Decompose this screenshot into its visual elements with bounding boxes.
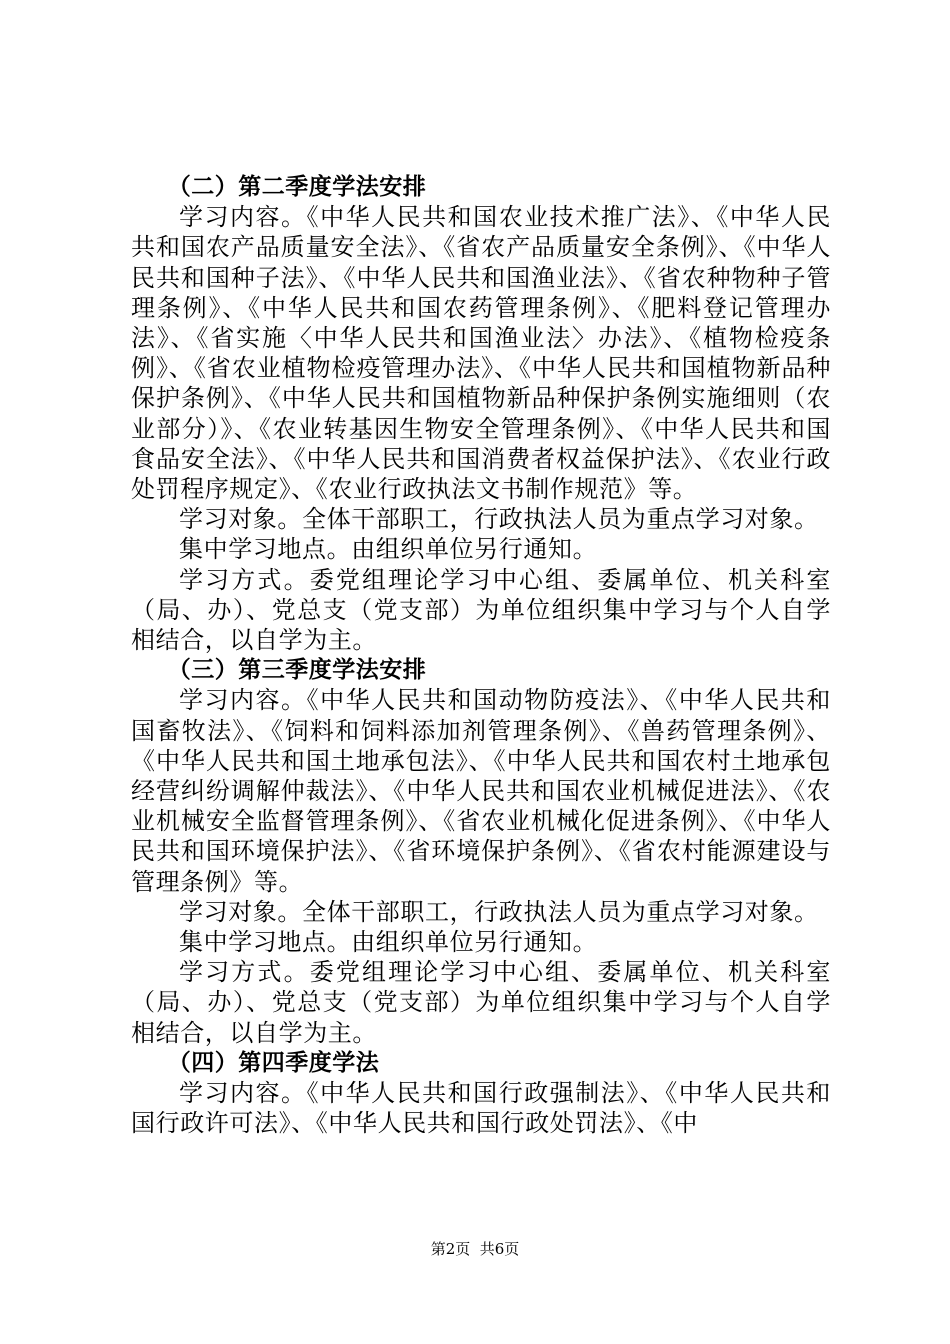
page-number-label: 第2页 共6页 xyxy=(430,1240,520,1258)
q2-study-method: 学习方式。委党组理论学习中心组、委属单位、机关科室（局、办）、党总支（党支部）为单位组织集中学习与个人自学相结合，以自学为主。 xyxy=(131,565,831,655)
q2-study-audience: 学习对象。全体干部职工，行政执法人员为重点学习对象。 xyxy=(179,505,819,534)
q3-study-audience: 学习对象。全体干部职工，行政执法人员为重点学习对象。 xyxy=(179,897,819,926)
document-body xyxy=(131,172,831,1139)
section-heading-q3: （三）第三季度学法安排 xyxy=(167,657,427,684)
q3-study-method: 学习方式。委党组理论学习中心组、委属单位、机关科室（局、办）、党总支（党支部）为单位组织集中学习与个人自学相结合，以自学为主。 xyxy=(131,958,831,1047)
q2-study-content: 学习内容。《中华人民共和国农业技术推广法》、《中华人民共和国农产品质量安全法》、《省农产品质量安全条例》、《中华人民共和国种子法》、《中华人民共和国渔业法》、《省农种物种子管理条例》、《中华人民共和国农药管理条例》、《肥料登记管理办法》、《省实施〈中华人民共和国渔业法〉办法》、《植物检疫条例》、《省农业植物检疫管理办法》、《中华人民共和国植物新品种保护条例》、《中华人民共和国植物新品种保护条例实施细则（农业部分）》、《农业转基因生物安全管理条例》、《中华人民共和国食品安全法》、《中华人民共和国消费者权益保护法》、《农业行政处罚程序规定》、《农业行政执法文书制作规范》等。 xyxy=(131,203,831,504)
q3-study-content: 学习内容。《中华人民共和国动物防疫法》、《中华人民共和国畜牧法》、《饲料和饲料添加剂管理条例》、《兽药管理条例》、《中华人民共和国土地承包法》、《中华人民共和国农村土地承包经营纠纷调解仲裁法》、《中华人民共和国农业机械促进法》、《农业机械安全监督管理条例》、《省农业机械化促进条例》、《中华人民共和国环境保护法》、《省环境保护条例》、《省农村能源建设与管理条例》等。 xyxy=(131,686,831,896)
page-footer xyxy=(0,1240,950,1258)
q4-study-content: 学习内容。《中华人民共和国行政强制法》、《中华人民共和国行政许可法》、《中华人民共和国行政处罚法》、《中 xyxy=(131,1079,831,1138)
section-heading-q4: （四）第四季度学法 xyxy=(167,1049,380,1076)
q3-study-location: 集中学习地点。由组织单位另行通知。 xyxy=(179,928,598,957)
q2-study-location: 集中学习地点。由组织单位另行通知。 xyxy=(179,535,598,564)
section-heading-q2: （二）第二季度学法安排 xyxy=(167,174,427,200)
